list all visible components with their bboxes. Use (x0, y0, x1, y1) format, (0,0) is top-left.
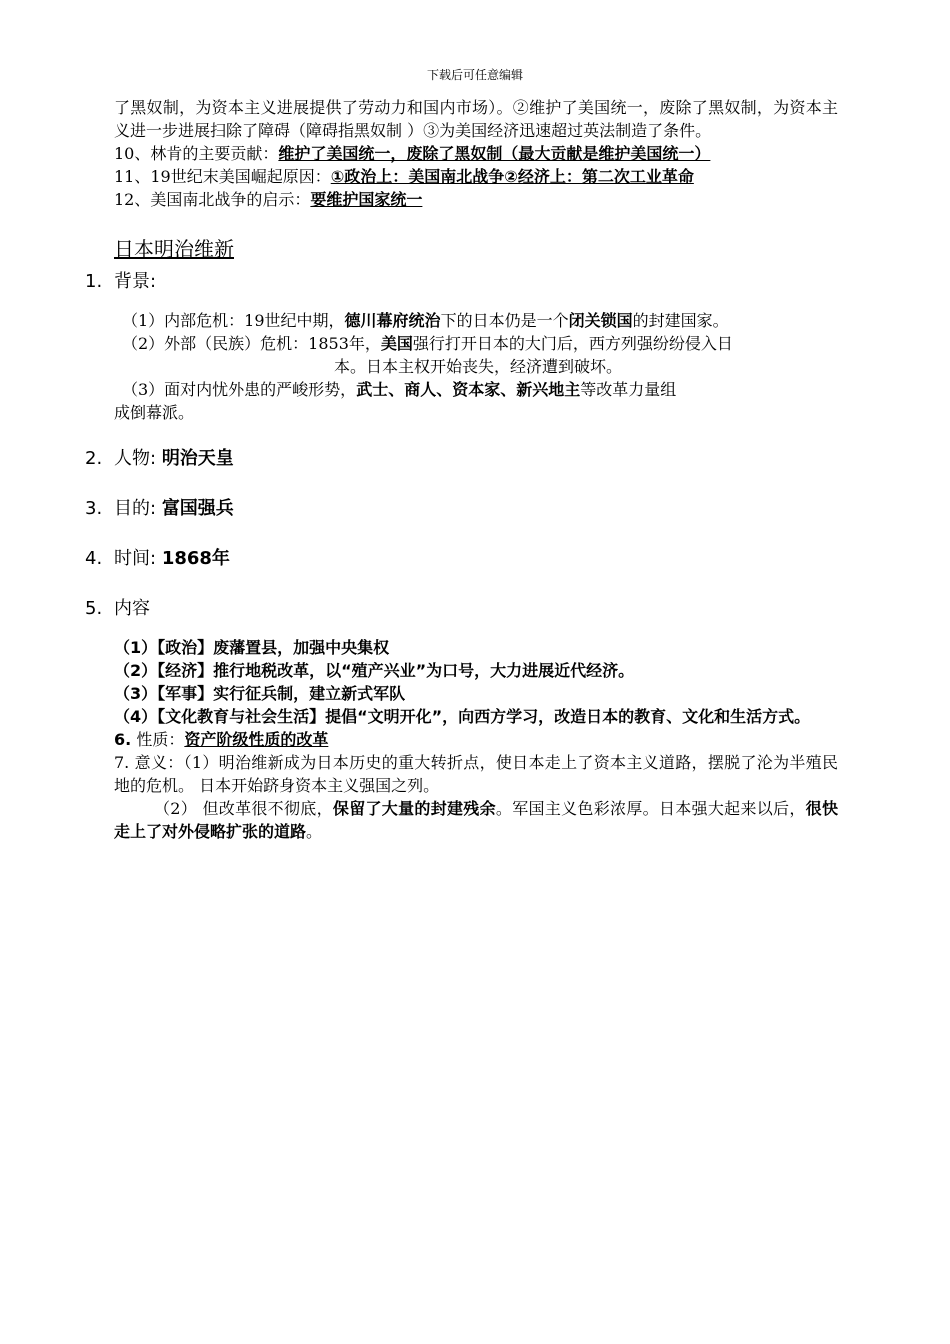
document-body (85, 96, 838, 843)
content-item-4: （4）【文化教育与社会生活】提倡“文明开化”，向西方学习，改造日本的教育、文化和生活方式。 (114, 707, 811, 726)
background-p3-cont: 成倒幕派。 (114, 403, 195, 422)
meaning-p2 (114, 797, 838, 843)
item-12-label: 12、美国南北战争的启示： (114, 190, 311, 209)
background-p1-b: 德川幕府统治 (344, 311, 441, 330)
meaning-p2-c: 。军国主义色彩浓厚。日本强大起来以后， (495, 799, 806, 818)
content-item-1: （1）【政治】废藩置县，加强中央集权 (114, 638, 390, 657)
background-p2-a: （2）外部（民族）危机：1853年， (122, 334, 381, 353)
item-12-value: 要维护国家统一 (310, 190, 423, 209)
purpose-value: 富国强兵 (161, 498, 234, 519)
background-num: 1. (85, 271, 103, 292)
item-10-value: 维护了美国统一，废除了黑奴制（最大贡献是维护美国统一） (278, 144, 711, 163)
background-p1-c: 下的日本仍是一个 (440, 311, 569, 330)
background-label: 背景: (114, 271, 157, 292)
nature-value: 资产阶级性质的改革 (184, 730, 329, 749)
purpose-row (85, 496, 838, 522)
background-p1-e: 的封建国家。 (632, 311, 729, 330)
meaning-p2-e: 。 (306, 822, 323, 841)
nature-row (114, 728, 838, 751)
purpose-num: 3. (85, 498, 103, 519)
item-11-label: 11、19世纪末美国崛起原因： (114, 167, 331, 186)
item-10-label: 10、林肯的主要贡献： (114, 144, 279, 163)
person-num: 2. (85, 448, 103, 469)
nature-num: 6. (114, 730, 132, 749)
time-value: 1868年 (161, 548, 230, 569)
time-label: 时间: (114, 548, 157, 569)
time-num: 4. (85, 548, 103, 569)
meaning-p2-a: （2） 但改革很不彻底， (154, 799, 333, 818)
item-12 (114, 188, 838, 211)
content-item-2: （2）【经济】推行地税改革，以“殖产兴业”为口号，大力进展近代经济。 (114, 661, 635, 680)
background-p2-c: 强行打开日本的大门后，西方列强纷纷侵入日 (412, 334, 733, 353)
intro-paragraph: 了黑奴制，为资本主义进展提供了劳动力和国内市场）。②维护了美国统一，废除了黑奴制，为资本主义进一步进展扫除了障碍（障碍指黑奴制 ）③为美国经济迅速超过英法制造了条件。 (114, 98, 838, 140)
page-header: 下载后可任意编辑 (426, 68, 523, 82)
background-p3-c: 等改革力量组 (580, 380, 677, 399)
meaning-p2-d: 很快走上了对外侵略扩张的道路 (114, 799, 838, 841)
person-row (85, 446, 838, 472)
background-p3-b: 武士、商人、资本家、新兴地主 (356, 380, 581, 399)
background-heading (85, 269, 838, 295)
background-p3-a: （3）面对内忧外患的严峻形势， (122, 380, 357, 399)
background-p2-cont: 本。日本主权开始丧失，经济遭到破坏。 (334, 357, 623, 376)
background-p1 (114, 309, 838, 332)
purpose-label: 目的: (114, 498, 157, 519)
person-label: 人物: (114, 448, 157, 469)
content-item-3: （3）【军事】实行征兵制，建立新式军队 (114, 684, 406, 703)
content-num: 5. (85, 598, 103, 619)
item-11 (114, 165, 838, 188)
nature-label: 性质： (136, 730, 185, 749)
item-10 (114, 142, 838, 165)
meaning-p2-b: 保留了大量的封建残余 (332, 799, 496, 818)
background-p3 (114, 378, 838, 401)
person-value: 明治天皇 (161, 448, 234, 469)
section-title: 日本明治维新 (114, 237, 234, 261)
background-p1-a: （1）内部危机：19世纪中期， (122, 311, 345, 330)
content-heading (85, 596, 838, 622)
item-11-value: ①政治上：美国南北战争②经济上：第二次工业革命 (330, 167, 694, 186)
background-p1-d: 闭关锁国 (568, 311, 633, 330)
background-p2-b: 美国 (380, 334, 413, 353)
background-p2 (114, 332, 838, 355)
content-label: 内容 (114, 598, 150, 619)
meaning-p1: 7. 意义：（1）明治维新成为日本历史的重大转折点，使日本走上了资本主义道路，摆脱了沦为半殖民地的危机。 日本开始跻身资本主义强国之列。 (114, 753, 838, 795)
time-row (85, 546, 838, 572)
